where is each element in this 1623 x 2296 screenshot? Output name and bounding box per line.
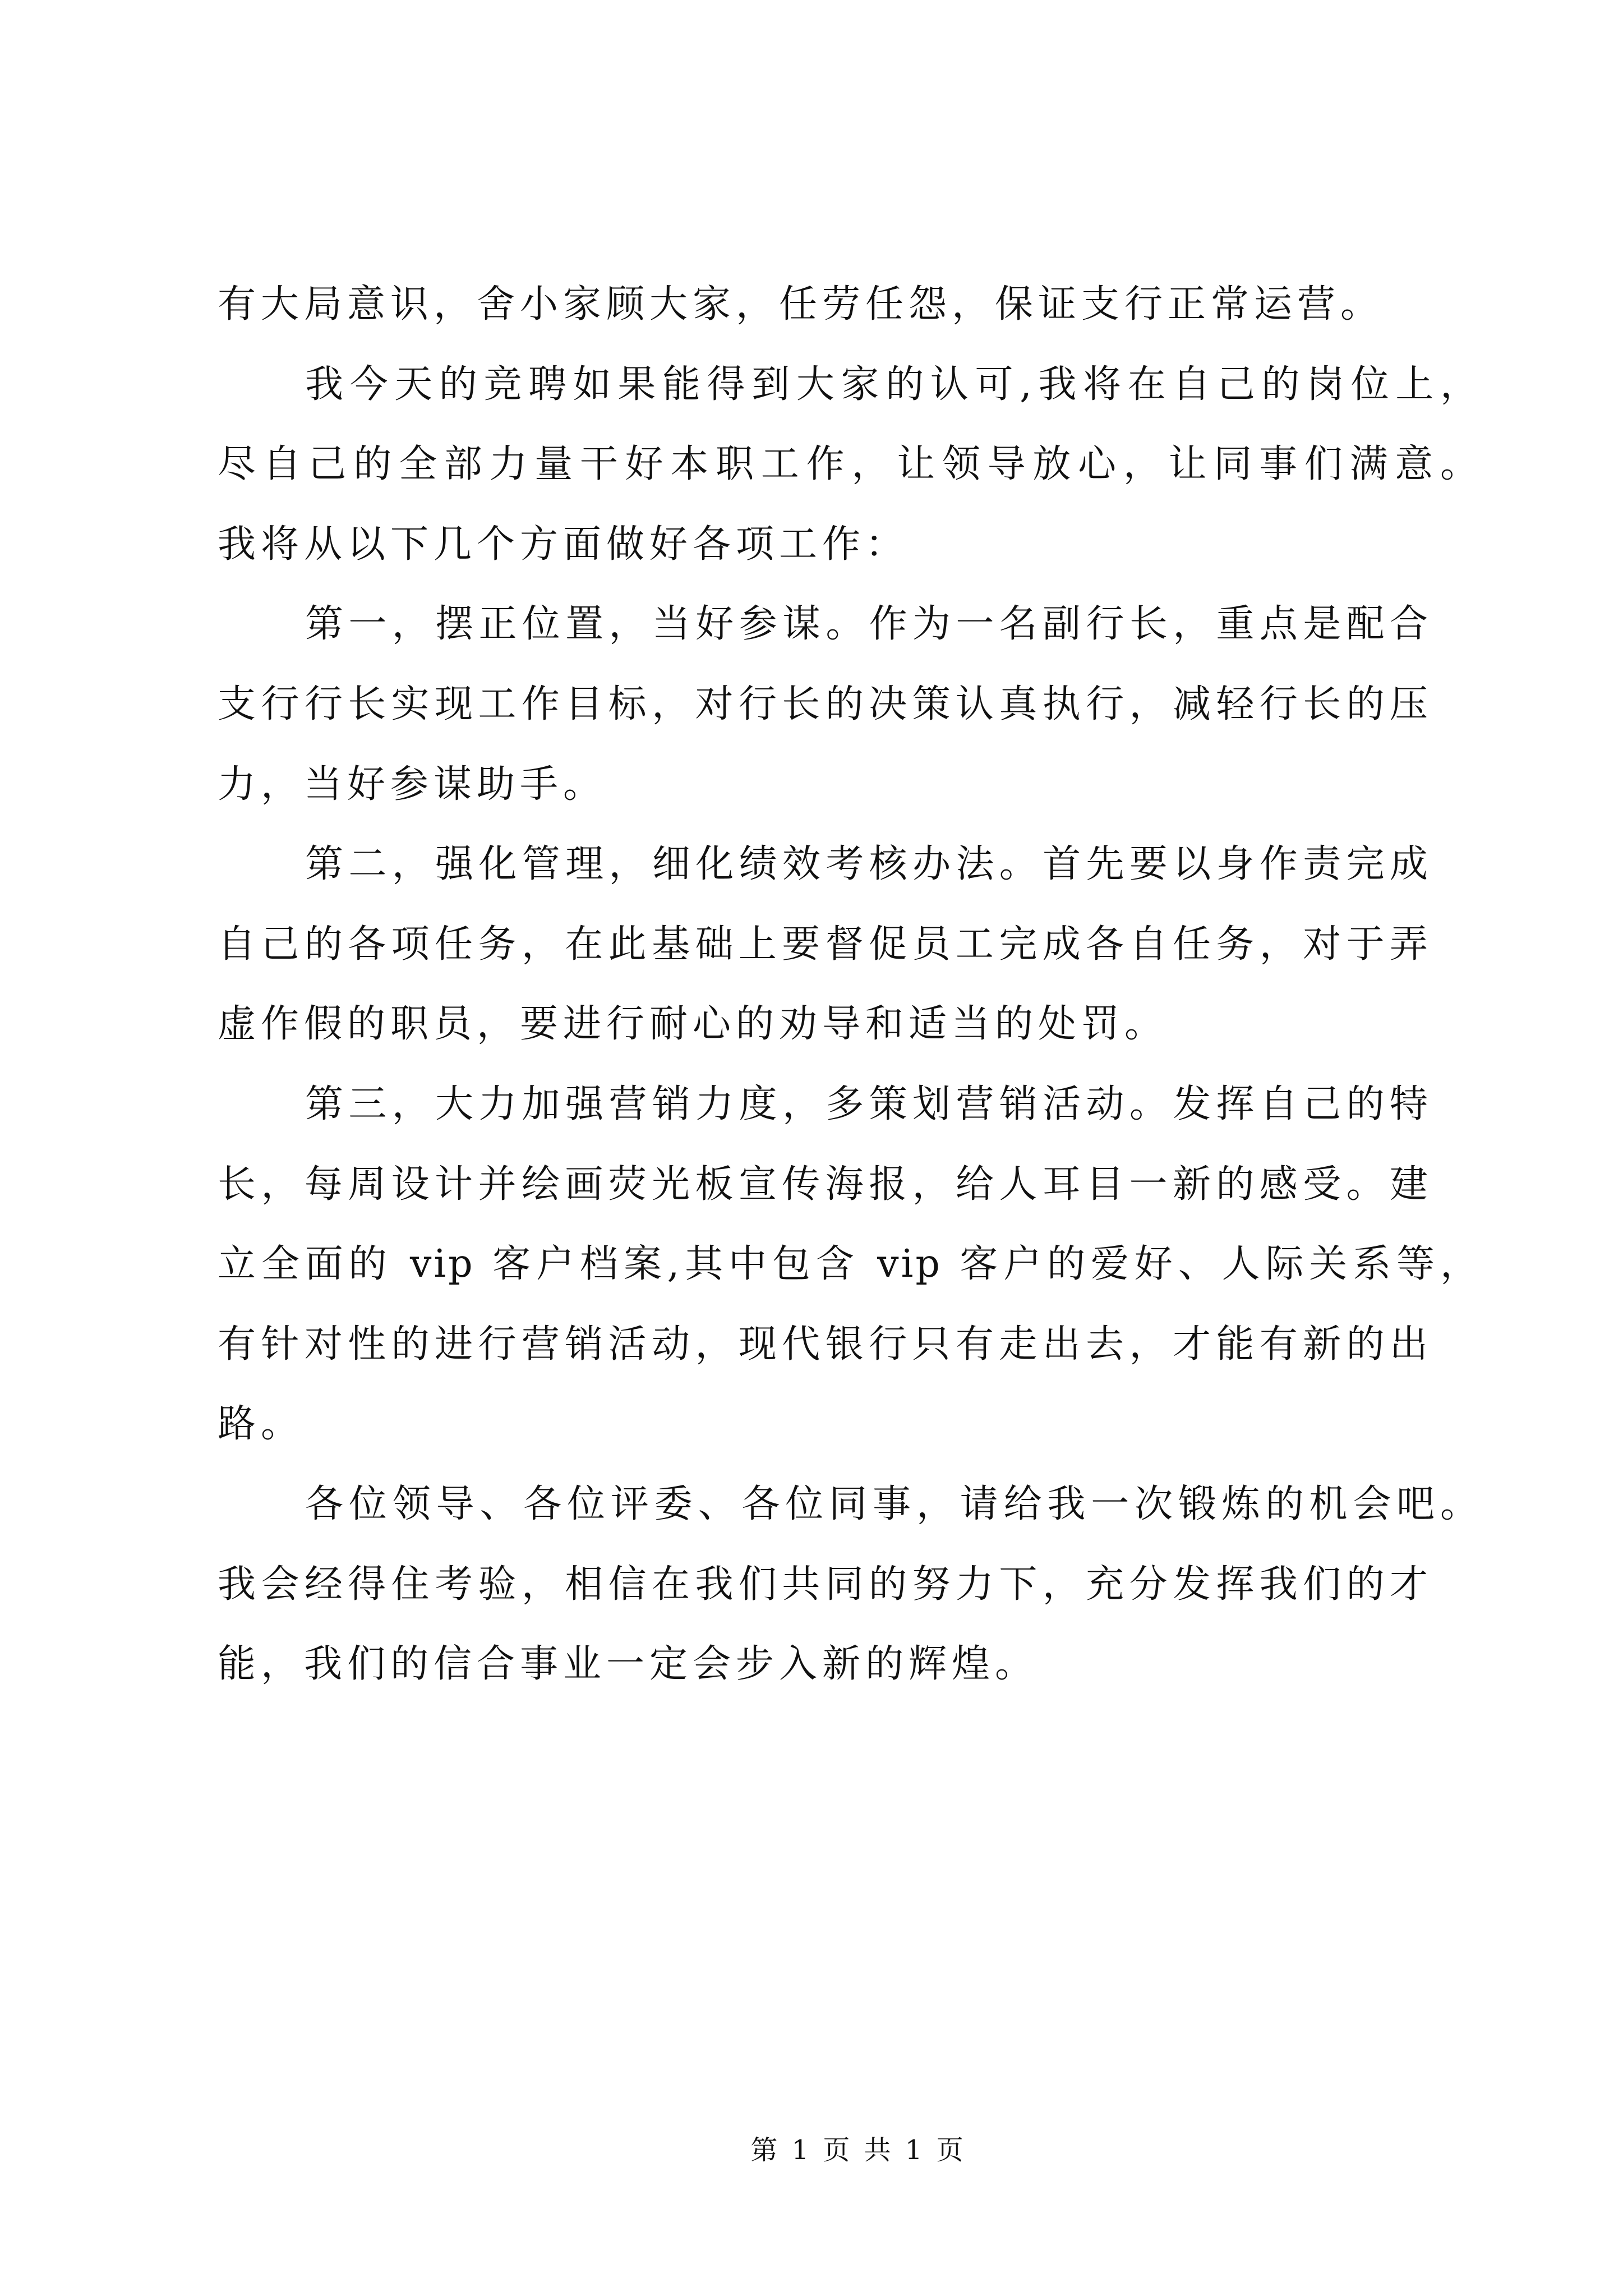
text-line: 我会经得住考验，相信在我们共同的努力下，充分发挥我们的才 — [218, 1562, 1430, 1607]
text-line: 力，当好参谋助手。 — [218, 762, 607, 807]
text-line: 第一，摆正位置，当好参谋。作为一名副行长，重点是配合 — [305, 602, 1430, 647]
text-line: 立全面的 vip 客户档案,其中包含 vip 客户的爱好、人际关系等， — [218, 1242, 1481, 1287]
text-line: 有大局意识，舍小家顾大家，任劳任怨，保证支行正常运营。 — [218, 282, 1384, 326]
text-line: 第二，强化管理，细化绩效考核办法。首先要以身作责完成 — [305, 842, 1430, 887]
page-footer — [661, 2128, 1053, 2173]
text-line: 尽自己的全部力量干好本职工作，让领导放心，让同事们满意。 — [218, 442, 1481, 487]
text-line: 我将从以下几个方面做好各项工作： — [218, 522, 909, 567]
paragraph — [218, 1065, 1491, 1465]
text-line: 有针对性的进行营销活动，现代银行只有走出去，才能有新的出 — [218, 1322, 1430, 1366]
text-line: 路。 — [218, 1402, 305, 1447]
text-line: 第三，大力加强营销力度，多策划营销活动。发挥自己的特 — [305, 1082, 1430, 1126]
text-line: 能，我们的信合事业一定会步入新的辉煌。 — [218, 1642, 1039, 1687]
text-line: 各位领导、各位评委、各位同事，请给我一次锻炼的机会吧。 — [305, 1481, 1481, 1526]
page-number: 第 1 页 共 1 页 — [750, 2134, 963, 2166]
document-body — [218, 265, 1491, 1705]
text-line: 长，每周设计并绘画荧光板宣传海报，给人耳目一新的感受。建 — [218, 1162, 1430, 1207]
paragraph — [218, 585, 1491, 825]
paragraph — [218, 1465, 1491, 1705]
text-line: 虚作假的职员，要进行耐心的劝导和适当的处罚。 — [218, 1002, 1168, 1047]
paragraph — [218, 345, 1491, 585]
text-line: 自己的各项任务，在此基础上要督促员工完成各自任务，对于弄 — [218, 922, 1430, 967]
text-line: 我今天的竞聘如果能得到大家的认可,我将在自己的岗位上， — [305, 362, 1481, 407]
paragraph — [218, 265, 1491, 345]
text-line: 支行行长实现工作目标，对行长的决策认真执行，减轻行长的压 — [218, 682, 1430, 726]
paragraph — [218, 825, 1491, 1065]
